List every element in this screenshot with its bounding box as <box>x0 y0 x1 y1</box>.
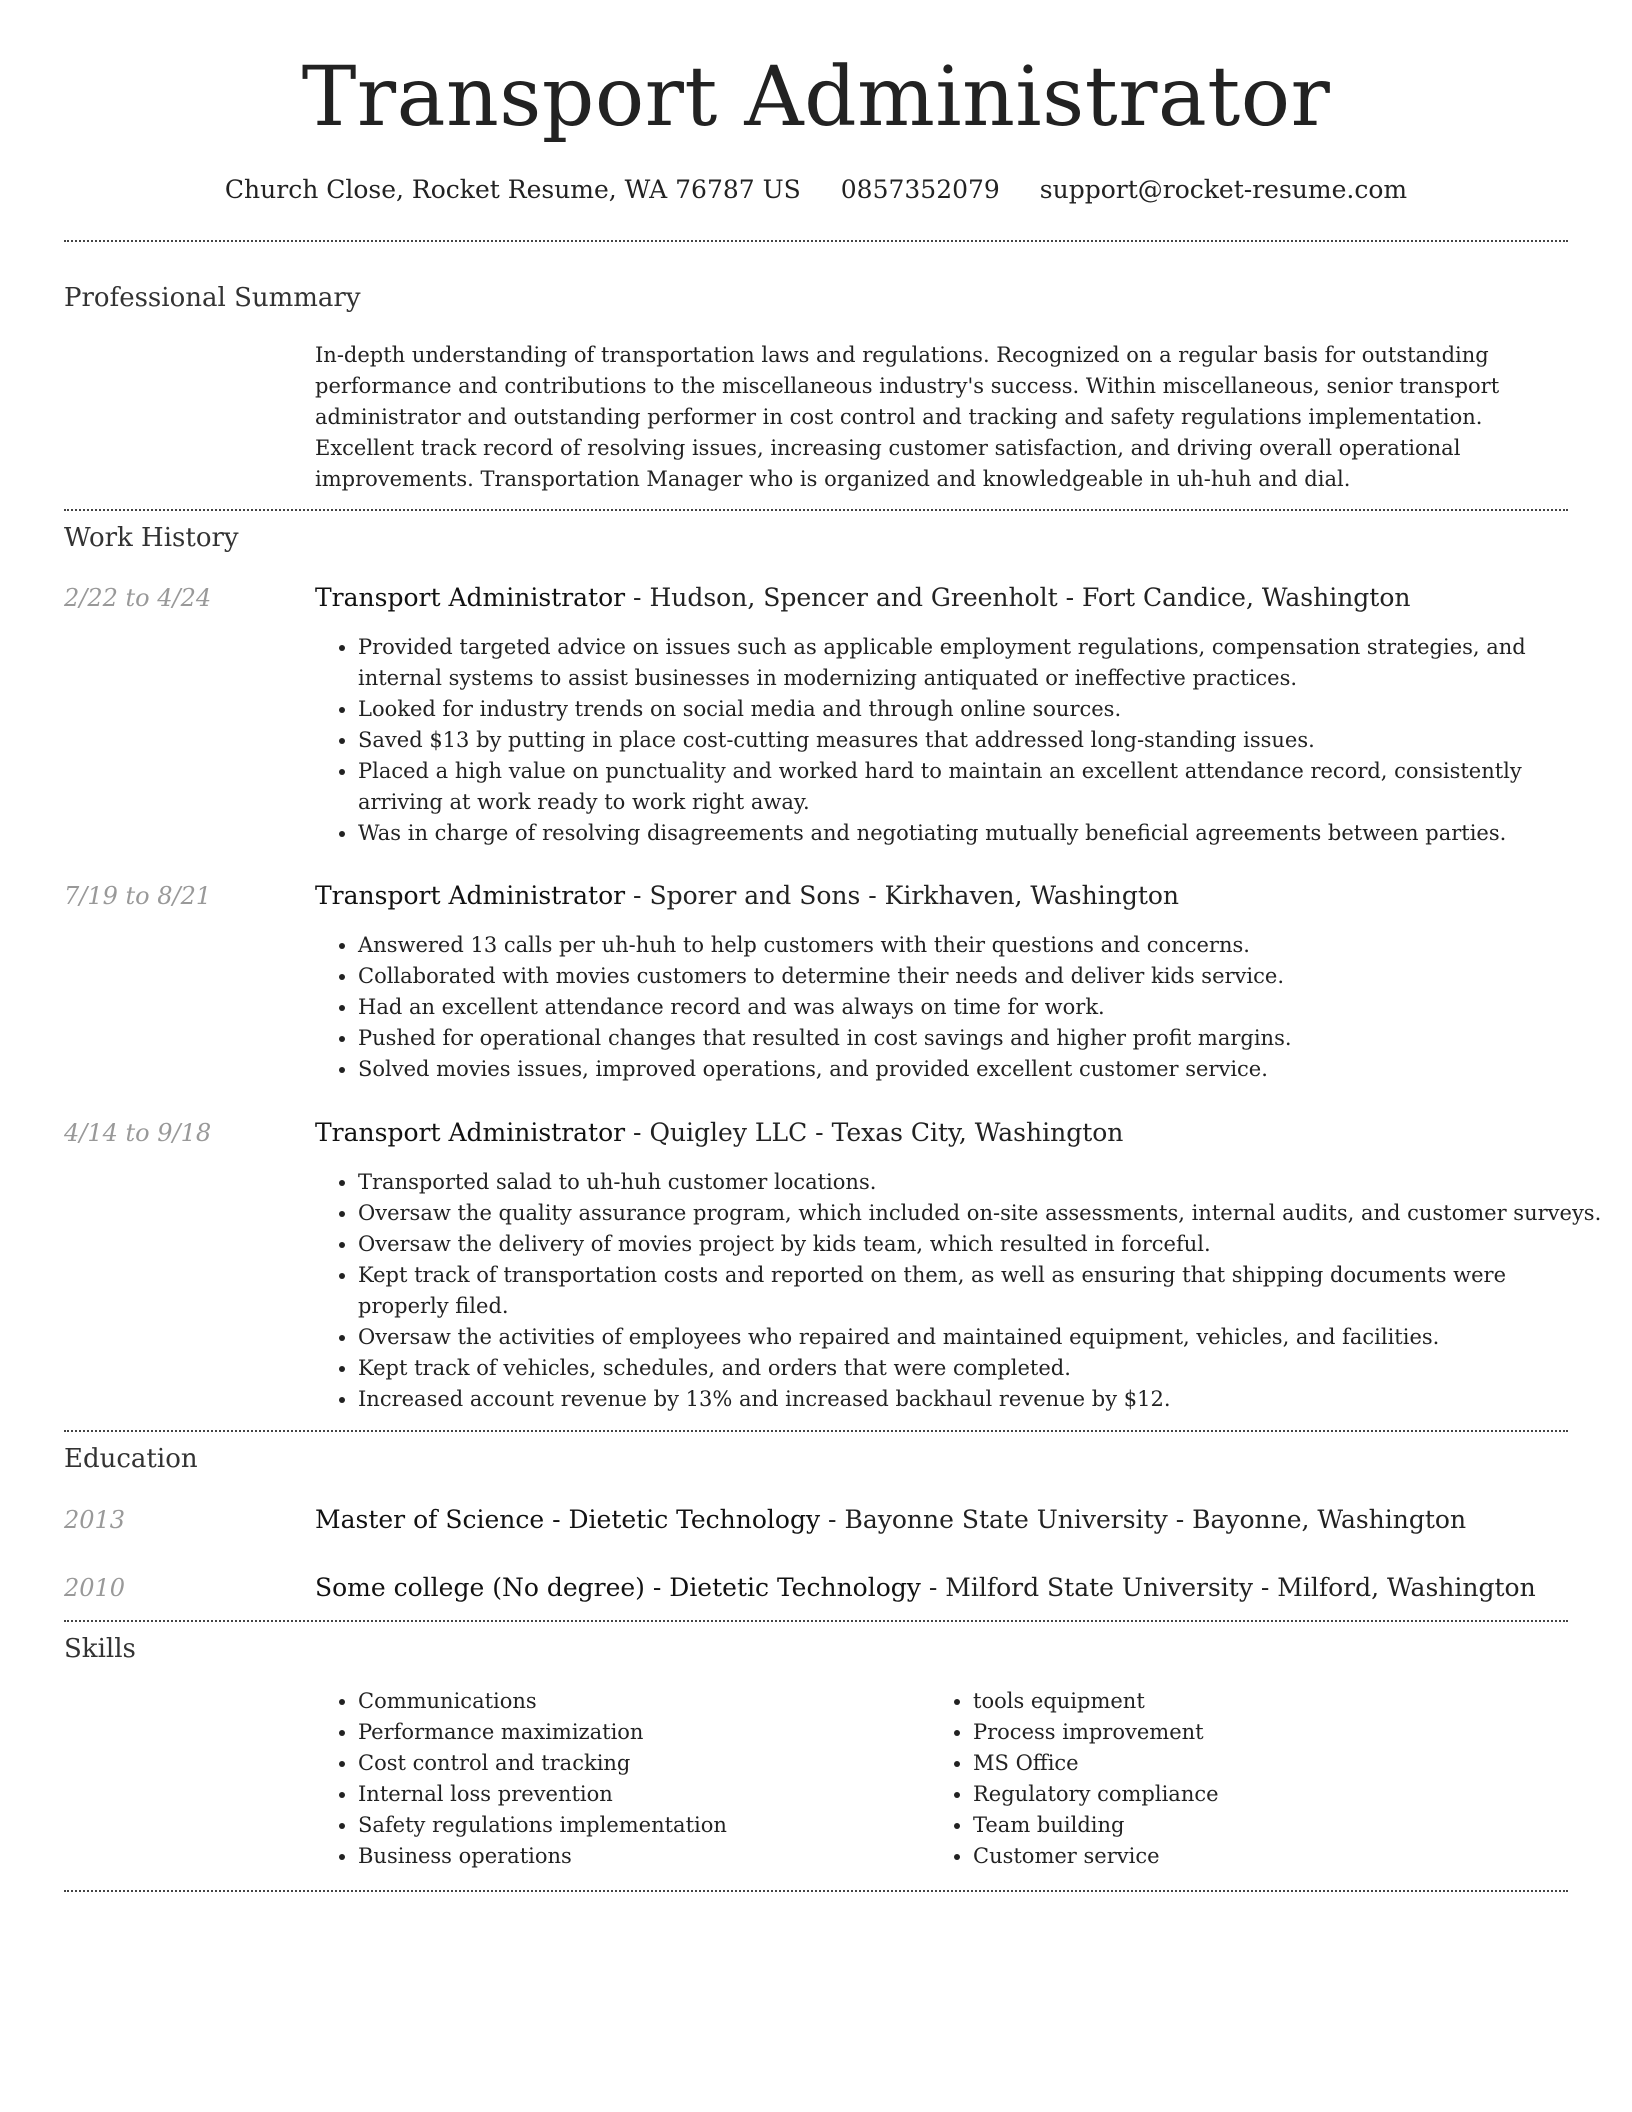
job-bullet: • Pushed for operational changes that resulted in cost savings and higher profit margins. <box>358 1023 1603 1054</box>
skill-item: • Communications <box>358 1686 918 1717</box>
job-bullet: • Solved movies issues, improved operations, and provided excellent customer service. <box>358 1054 1603 1085</box>
section-title-skills: Skills <box>64 1634 136 1664</box>
job-bullet: • Answered 13 calls per uh-huh to help customers with their questions and concerns. <box>358 930 1603 961</box>
job-bullet: • Looked for industry trends on social media and through online sources. <box>358 694 1603 725</box>
education-year: 2013 <box>64 1506 126 1534</box>
skill-item: • Team building <box>973 1810 1573 1841</box>
skills-list-left <box>315 1686 918 1872</box>
divider <box>64 1430 1568 1432</box>
job-bullet: • Kept track of vehicles, schedules, and orders that were completed. <box>358 1353 1603 1384</box>
job-role: Transport Administrator <box>315 1118 626 1147</box>
job-dates: 4/14 to 9/18 <box>64 1119 212 1147</box>
job-heading <box>315 580 1411 616</box>
job-heading <box>315 1115 1123 1151</box>
contact-phone: 0857352079 <box>840 175 1000 204</box>
contact-address: Church Close, Rocket Resume, WA 76787 US <box>224 175 801 204</box>
job-bullet: • Oversaw the delivery of movies project by kids team, which resulted in forceful. <box>358 1229 1603 1260</box>
job-bullets <box>315 1167 1603 1415</box>
job-bullet: • Kept track of transportation costs and reported on them, as well as ensuring that shipping documents were properly filed. <box>358 1260 1603 1322</box>
skill-item: • Performance maximization <box>358 1717 918 1748</box>
divider <box>64 240 1568 242</box>
job-employer: - Hudson, Spencer and Greenholt - Fort Candice, Washington <box>625 583 1411 612</box>
job-heading <box>315 878 1179 914</box>
divider <box>64 509 1568 511</box>
job-employer: - Quigley LLC - Texas City, Washington <box>625 1118 1124 1147</box>
job-bullet: • Oversaw the activities of employees who repaired and maintained equipment, vehicles, and facilities. <box>358 1322 1603 1353</box>
candidate-name: Transport Administrator <box>301 50 1331 145</box>
job-bullet: • Had an excellent attendance record and was always on time for work. <box>358 992 1603 1023</box>
job-dates: 2/22 to 4/24 <box>64 584 212 612</box>
job-dates: 7/19 to 8/21 <box>64 882 212 910</box>
job-bullet: • Collaborated with movies customers to determine their needs and deliver kids service. <box>358 961 1603 992</box>
education-year: 2010 <box>64 1574 126 1602</box>
job-bullets <box>315 632 1603 849</box>
job-bullet: • Provided targeted advice on issues such as applicable employment regulations, compensation strategies, and internal systems to assist businesses in modernizing antiquated or ineffective practices. <box>358 632 1603 694</box>
skill-item: • Customer service <box>973 1841 1573 1872</box>
job-bullet: • Saved $13 by putting in place cost-cutting measures that addressed long-standing issues. <box>358 725 1603 756</box>
job-employer: - Sporer and Sons - Kirkhaven, Washington <box>625 881 1180 910</box>
skill-item: • Safety regulations implementation <box>358 1810 918 1841</box>
education-degree: Master of Science - Dietetic Technology <box>315 1505 821 1534</box>
job-bullet: • Transported salad to uh-huh customer locations. <box>358 1167 1603 1198</box>
education-heading <box>315 1502 1466 1538</box>
job-bullets <box>315 930 1603 1085</box>
job-role: Transport Administrator <box>315 583 626 612</box>
contact-line <box>0 170 1632 210</box>
skill-item: • MS Office <box>973 1748 1573 1779</box>
contact-email: support@rocket-resume.com <box>1039 175 1408 204</box>
job-bullet: • Was in charge of resolving disagreements and negotiating mutually beneficial agreements between parties. <box>358 818 1603 849</box>
education-school: - Milford State University - Milford, Washington <box>920 1573 1536 1602</box>
job-bullet: • Oversaw the quality assurance program, which included on-site assessments, internal audits, and customer surveys. <box>358 1198 1603 1229</box>
skill-item: • Process improvement <box>973 1717 1573 1748</box>
summary-text: In-depth understanding of transportation laws and regulations. Recognized on a regular basis for outstanding performance and contributions to the miscellaneous industry's success. Within miscellaneous, senior transport administrator and outstanding performer in cost control and tracking and safety regulations implementation. Excellent track record of resolving issues, increasing customer satisfaction, and driving overall operational improvements. Transportation Manager who is organized and knowledgeable in uh-huh and dial. <box>315 343 1500 491</box>
education-school: - Bayonne State University - Bayonne, Washington <box>820 1505 1467 1534</box>
skills-list-right <box>930 1686 1573 1872</box>
skill-item: • tools equipment <box>973 1686 1573 1717</box>
job-role: Transport Administrator <box>315 881 626 910</box>
education-degree: Some college (No degree) - Dietetic Technology <box>315 1573 921 1602</box>
section-title-work: Work History <box>64 523 239 553</box>
job-bullet: • Placed a high value on punctuality and worked hard to maintain an excellent attendance record, consistently arriving at work ready to work right away. <box>358 756 1603 818</box>
divider <box>64 1890 1568 1892</box>
divider <box>64 1620 1568 1622</box>
education-heading <box>315 1570 1536 1606</box>
section-title-education: Education <box>64 1444 198 1474</box>
skill-item: • Cost control and tracking <box>358 1748 918 1779</box>
skill-item: • Business operations <box>358 1841 918 1872</box>
section-title-summary: Professional Summary <box>64 283 361 313</box>
skill-item: • Regulatory compliance <box>973 1779 1573 1810</box>
skill-item: • Internal loss prevention <box>358 1779 918 1810</box>
job-bullet: • Increased account revenue by 13% and increased backhaul revenue by $12. <box>358 1384 1603 1415</box>
